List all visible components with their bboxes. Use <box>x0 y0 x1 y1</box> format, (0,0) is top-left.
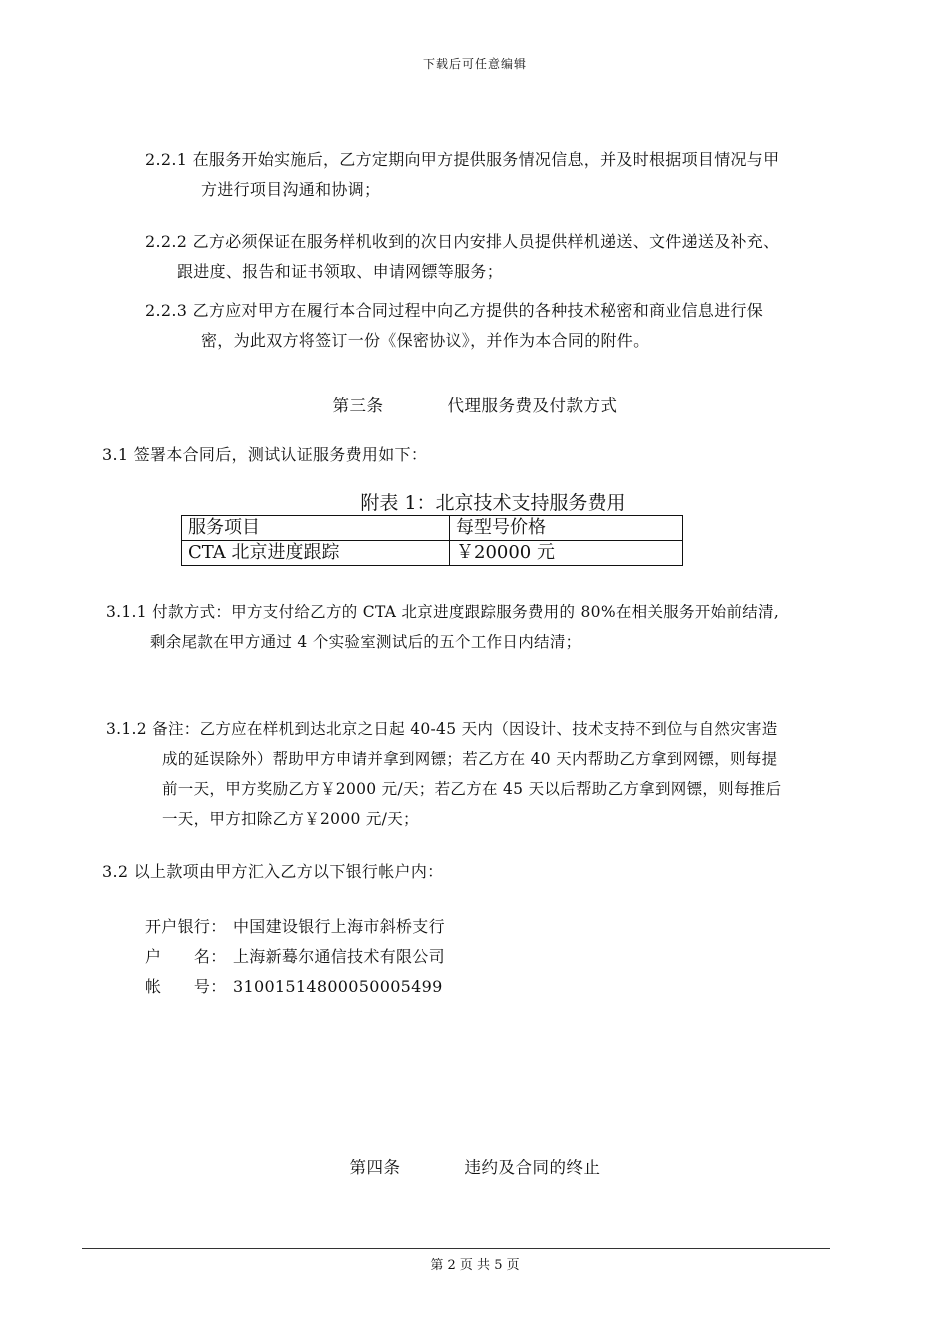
clause-line: 方进行项目沟通和协调； <box>201 180 381 199</box>
account-number-value: 31001514800050005499 <box>233 977 443 996</box>
clause-line: 2.2.2 乙方必须保证在服务样机收到的次日内安排人员提供样机递送、文件递送及补充、 <box>145 232 780 251</box>
bank-name-row <box>145 912 445 942</box>
table-header-row <box>182 516 683 541</box>
clause-line: 跟进度、报告和证书领取、申请网镖等服务； <box>177 262 504 281</box>
table-row <box>182 541 683 566</box>
footer-divider <box>82 1248 830 1249</box>
header-note: 下载后可任意编辑 <box>422 57 527 71</box>
account-number-row <box>145 972 443 1002</box>
clause-3-1-2 <box>106 714 781 834</box>
account-name-label: 户 名： <box>145 947 227 966</box>
clause-line: 2.2.3 乙方应对甲方在履行本合同过程中向乙方提供的各种技术秘密和商业信息进行保 <box>145 301 764 320</box>
clause-line: 成的延误除外）帮助甲方申请并拿到网镖；若乙方在 40 天内帮助乙方拿到网镖，则每提 <box>162 750 778 768</box>
clause-2-2-1 <box>145 145 779 205</box>
table-cell: ￥20000 元 <box>450 541 683 566</box>
clause-2-2-2 <box>145 227 779 287</box>
article-3-heading <box>0 391 950 421</box>
table-caption: 附表 1：北京技术支持服务费用 <box>360 492 626 514</box>
table-header-cell: 每型号价格 <box>450 516 683 541</box>
clause-line: 3.1.2 备注：乙方应在样机到达北京之日起 40-45 天内（因设计、技术支持不到位与自然灾害造 <box>106 720 778 738</box>
clause-line: 剩余尾款在甲方通过 4 个实验室测试后的五个工作日内结清； <box>150 633 582 651</box>
article-number: 第四条 <box>349 1158 401 1177</box>
clause-line: 一天，甲方扣除乙方￥2000 元/天； <box>162 810 419 828</box>
article-4-heading <box>0 1153 950 1183</box>
account-name-value: 上海新蓦尔通信技术有限公司 <box>233 947 445 966</box>
table-header-cell: 服务项目 <box>182 516 450 541</box>
clause-line: 2.2.1 在服务开始实施后，乙方定期向甲方提供服务情况信息，并及时根据项目情况与甲 <box>145 150 780 169</box>
account-number-label: 帐 号： <box>145 977 227 996</box>
clause-3-1: 3.1 签署本合同后，测试认证服务费用如下： <box>102 445 428 464</box>
page-number: 第 2 页 共 5 页 <box>430 1258 520 1273</box>
clause-line: 3.1.1 付款方式：甲方支付给乙方的 CTA 北京进度跟踪服务费用的 80%在相关服务开始前结清, <box>106 603 780 621</box>
article-number: 第三条 <box>332 396 384 415</box>
fee-table <box>181 515 683 566</box>
clause-3-1-1 <box>106 597 779 657</box>
account-name-row <box>145 942 445 972</box>
clause-2-2-3 <box>145 296 763 356</box>
clause-line: 密，为此双方将签订一份《保密协议》，并作为本合同的附件。 <box>201 331 650 350</box>
bank-value: 中国建设银行上海市斜桥支行 <box>233 917 445 936</box>
bank-label: 开户银行： <box>145 917 227 936</box>
table-cell: CTA 北京进度跟踪 <box>182 541 450 566</box>
article-title: 代理服务费及付款方式 <box>447 396 618 415</box>
article-title: 违约及合同的终止 <box>464 1158 601 1177</box>
clause-3-2: 3.2 以上款项由甲方汇入乙方以下银行帐户内： <box>102 862 444 881</box>
clause-line: 前一天，甲方奖励乙方￥2000 元/天；若乙方在 45 天以后帮助乙方拿到网镖，则每推后 <box>162 780 782 798</box>
